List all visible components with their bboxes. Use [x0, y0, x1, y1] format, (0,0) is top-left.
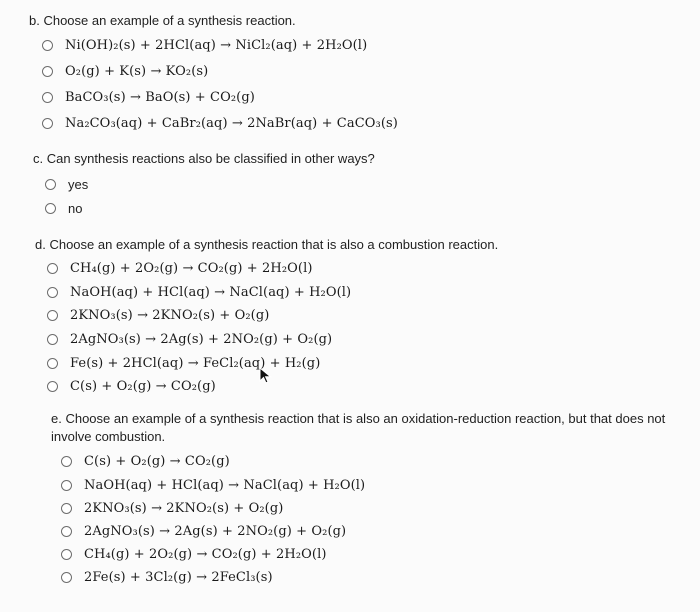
radio-button-icon[interactable] — [47, 263, 58, 274]
radio-button-icon[interactable] — [45, 179, 56, 190]
question-c-prompt: c. Can synthesis reactions also be classified in other ways? — [33, 151, 375, 166]
radio-button-icon[interactable] — [61, 480, 72, 491]
question-d-option-6[interactable] — [47, 379, 216, 394]
question-e-option-4[interactable] — [61, 524, 346, 539]
option-label: CH₄(g) + 2O₂(g) → CO₂(g) + 2H₂O(l) — [84, 547, 327, 562]
option-label: 2AgNO₃(s) → 2Ag(s) + 2NO₂(g) + O₂(g) — [70, 332, 333, 347]
radio-button-icon[interactable] — [61, 572, 72, 583]
question-c-option-yes[interactable] — [45, 177, 88, 192]
radio-button-icon[interactable] — [47, 334, 58, 345]
question-e-option-3[interactable] — [61, 501, 283, 516]
option-label: Ni(OH)₂(s) + 2HCl(aq) → NiCl₂(aq) + 2H₂O(l) — [65, 38, 368, 53]
question-e-option-2[interactable] — [61, 478, 365, 493]
option-label: BaCO₃(s) → BaO(s) + CO₂(g) — [65, 90, 255, 105]
question-d-option-5[interactable] — [47, 356, 320, 371]
option-label: NaOH(aq) + HCl(aq) → NaCl(aq) + H₂O(l) — [70, 285, 352, 300]
question-e-option-6[interactable] — [61, 570, 273, 585]
radio-button-icon[interactable] — [42, 40, 53, 51]
question-e-option-5[interactable] — [61, 547, 327, 562]
option-label: C(s) + O₂(g) → CO₂(g) — [70, 379, 216, 394]
option-label: Fe(s) + 2HCl(aq) → FeCl₂(aq) + H₂(g) — [70, 356, 321, 371]
question-b-option-2[interactable] — [42, 64, 208, 79]
question-b-option-4[interactable] — [42, 116, 398, 131]
radio-button-icon[interactable] — [61, 456, 72, 467]
mouse-pointer-icon — [259, 367, 273, 385]
option-label: 2AgNO₃(s) → 2Ag(s) + 2NO₂(g) + O₂(g) — [84, 524, 347, 539]
radio-button-icon[interactable] — [61, 549, 72, 560]
option-label: Na₂CO₃(aq) + CaBr₂(aq) → 2NaBr(aq) + CaCO₃(s) — [65, 116, 398, 131]
radio-button-icon[interactable] — [47, 310, 58, 321]
option-label: yes — [68, 177, 89, 192]
option-label: no — [68, 201, 83, 216]
option-label: C(s) + O₂(g) → CO₂(g) — [84, 454, 230, 469]
option-label: 2KNO₃(s) → 2KNO₂(s) + O₂(g) — [70, 308, 270, 323]
question-b-option-3[interactable] — [42, 90, 255, 105]
option-label: CH₄(g) + 2O₂(g) → CO₂(g) + 2H₂O(l) — [70, 261, 313, 276]
question-e-option-1[interactable] — [61, 454, 230, 469]
option-label: 2KNO₃(s) → 2KNO₂(s) + O₂(g) — [84, 501, 284, 516]
option-label: O₂(g) + K(s) → KO₂(s) — [65, 64, 209, 79]
radio-button-icon[interactable] — [42, 118, 53, 129]
radio-button-icon[interactable] — [61, 503, 72, 514]
radio-button-icon[interactable] — [47, 381, 58, 392]
question-d-option-3[interactable] — [47, 308, 269, 323]
option-label: NaOH(aq) + HCl(aq) → NaCl(aq) + H₂O(l) — [84, 478, 366, 493]
radio-button-icon[interactable] — [42, 92, 53, 103]
radio-button-icon[interactable] — [47, 358, 58, 369]
question-c-option-no[interactable] — [45, 201, 82, 216]
question-d-option-1[interactable] — [47, 261, 313, 276]
question-d-option-4[interactable] — [47, 332, 332, 347]
radio-button-icon[interactable] — [61, 526, 72, 537]
radio-button-icon[interactable] — [47, 287, 58, 298]
question-d-option-2[interactable] — [47, 285, 351, 300]
option-label: 2Fe(s) + 3Cl₂(g) → 2FeCl₃(s) — [84, 570, 273, 585]
question-e-prompt: e. Choose an example of a synthesis reaction that is also an oxidation-reduction reaction, but that does not involve combustion. — [51, 411, 666, 444]
radio-button-icon[interactable] — [45, 203, 56, 214]
question-d-prompt: d. Choose an example of a synthesis reaction that is also a combustion reaction. — [35, 237, 499, 252]
question-b-prompt: b. Choose an example of a synthesis reaction. — [29, 13, 296, 28]
radio-button-icon[interactable] — [42, 66, 53, 77]
question-b-option-1[interactable] — [42, 38, 367, 53]
